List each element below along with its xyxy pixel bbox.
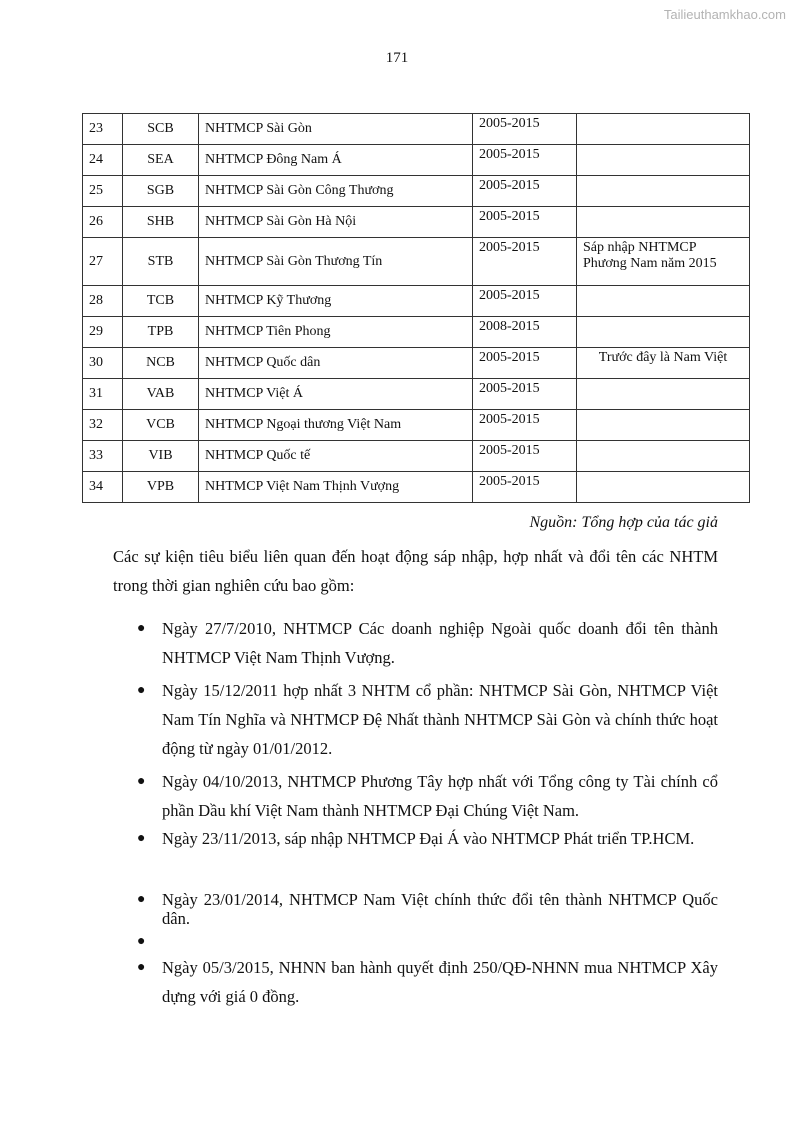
event-text: Ngày 15/12/2011 hợp nhất 3 NHTM cổ phần: NHTMCP Sài Gòn, NHTMCP Việt Nam Tín Nghĩa và NHTMCP Đệ Nhất thành NHTMCP Sài Gòn và chính thức hoạt động từ ngày 01/01/2012. <box>162 681 718 758</box>
cell-note <box>577 379 750 410</box>
cell-period: 2005-2015 <box>473 379 577 410</box>
cell-stt: 34 <box>83 472 123 503</box>
cell-stt: 27 <box>83 238 123 286</box>
cell-stt: 26 <box>83 207 123 238</box>
cell-note <box>577 207 750 238</box>
cell-stt: 28 <box>83 286 123 317</box>
table-row <box>83 176 750 207</box>
cell-note <box>577 472 750 503</box>
cell-note <box>577 410 750 441</box>
list-item <box>137 676 718 763</box>
intro-paragraph: Các sự kiện tiêu biểu liên quan đến hoạt động sáp nhập, hợp nhất và đổi tên các NHTM trong thời gian nghiên cứu bao gồm: <box>113 547 718 595</box>
event-text: Ngày 04/10/2013, NHTMCP Phương Tây hợp nhất với Tổng công ty Tài chính cổ phần Dầu khí Việt Nam thành NHTMCP Đại Chúng Việt Nam. <box>162 772 718 820</box>
table-row <box>83 286 750 317</box>
cell-stt: 31 <box>83 379 123 410</box>
list-item <box>137 890 718 928</box>
list-item <box>137 614 718 672</box>
source-note: Nguồn: Tổng hợp của tác giả <box>529 514 718 531</box>
cell-note <box>577 176 750 207</box>
cell-note <box>577 145 750 176</box>
cell-note: Sáp nhập NHTMCP Phương Nam năm 2015 <box>577 238 750 286</box>
table-row <box>83 410 750 441</box>
cell-bank-name: NHTMCP Sài Gòn Hà Nội <box>199 207 473 238</box>
cell-stt: 29 <box>83 317 123 348</box>
cell-note <box>577 317 750 348</box>
page-number: 171 <box>385 50 409 66</box>
cell-code: TCB <box>123 286 199 317</box>
cell-code: SEA <box>123 145 199 176</box>
cell-period: 2005-2015 <box>473 238 577 286</box>
cell-period: 2005-2015 <box>473 348 577 379</box>
watermark: Tailieuthamkhao.com <box>663 7 786 22</box>
cell-period: 2005-2015 <box>473 441 577 472</box>
list-item <box>137 829 718 848</box>
cell-code: VPB <box>123 472 199 503</box>
cell-period: 2005-2015 <box>473 410 577 441</box>
bullet-icon: ● <box>137 621 146 636</box>
table-row <box>83 114 750 145</box>
table-row <box>83 317 750 348</box>
cell-code: VCB <box>123 410 199 441</box>
cell-period: 2005-2015 <box>473 286 577 317</box>
bullet-icon: ● <box>137 831 146 846</box>
cell-bank-name: NHTMCP Sài Gòn Công Thương <box>199 176 473 207</box>
table-row <box>83 207 750 238</box>
event-text: Ngày 23/11/2013, sáp nhập NHTMCP Đại Á vào NHTMCP Phát triển TP.HCM. <box>162 829 695 848</box>
cell-note <box>577 114 750 145</box>
list-item <box>137 953 718 1011</box>
cell-note: Trước đây là Nam Việt <box>577 348 750 379</box>
cell-bank-name: NHTMCP Kỹ Thương <box>199 286 473 317</box>
cell-period: 2005-2015 <box>473 472 577 503</box>
event-text: Ngày 23/01/2014, NHTMCP Nam Việt chính thức đổi tên thành NHTMCP Quốc dân. <box>162 890 718 928</box>
cell-bank-name: NHTMCP Đông Nam Á <box>199 145 473 176</box>
cell-bank-name: NHTMCP Quốc tế <box>199 441 473 472</box>
cell-period: 2005-2015 <box>473 114 577 145</box>
table-row <box>83 348 750 379</box>
bullet-icon: ● <box>137 960 146 975</box>
cell-stt: 30 <box>83 348 123 379</box>
cell-stt: 25 <box>83 176 123 207</box>
cell-period: 2005-2015 <box>473 176 577 207</box>
cell-period: 2005-2015 <box>473 145 577 176</box>
cell-bank-name: NHTMCP Việt Nam Thịnh Vượng <box>199 472 473 503</box>
cell-stt: 32 <box>83 410 123 441</box>
bank-list-table <box>82 113 750 503</box>
cell-code: TPB <box>123 317 199 348</box>
cell-bank-name: NHTMCP Sài Gòn <box>199 114 473 145</box>
table-row <box>83 441 750 472</box>
cell-bank-name: NHTMCP Quốc dân <box>199 348 473 379</box>
table-row <box>83 145 750 176</box>
event-text: Ngày 05/3/2015, NHNN ban hành quyết định 250/QĐ-NHNN mua NHTMCP Xây dựng với giá 0 đồng. <box>162 958 718 1006</box>
bullet-icon: ● <box>137 774 146 789</box>
cell-code: SGB <box>123 176 199 207</box>
table-row <box>83 472 750 503</box>
cell-code: NCB <box>123 348 199 379</box>
list-item <box>137 767 718 825</box>
cell-period: 2005-2015 <box>473 207 577 238</box>
bullet-icon: ● <box>137 934 146 949</box>
cell-bank-name: NHTMCP Việt Á <box>199 379 473 410</box>
event-text: Ngày 27/7/2010, NHTMCP Các doanh nghiệp Ngoài quốc doanh đổi tên thành NHTMCP Việt Nam Thịnh Vượng. <box>162 619 718 667</box>
bullet-icon: ● <box>137 892 146 907</box>
cell-code: VIB <box>123 441 199 472</box>
cell-bank-name: NHTMCP Ngoại thương Việt Nam <box>199 410 473 441</box>
cell-stt: 23 <box>83 114 123 145</box>
cell-code: VAB <box>123 379 199 410</box>
cell-note <box>577 286 750 317</box>
cell-bank-name: NHTMCP Sài Gòn Thương Tín <box>199 238 473 286</box>
cell-stt: 33 <box>83 441 123 472</box>
cell-period: 2008-2015 <box>473 317 577 348</box>
cell-stt: 24 <box>83 145 123 176</box>
cell-code: STB <box>123 238 199 286</box>
bullet-icon: ● <box>137 683 146 698</box>
cell-bank-name: NHTMCP Tiên Phong <box>199 317 473 348</box>
cell-note <box>577 441 750 472</box>
cell-code: SCB <box>123 114 199 145</box>
cell-code: SHB <box>123 207 199 238</box>
table-row <box>83 379 750 410</box>
table-row <box>83 238 750 286</box>
